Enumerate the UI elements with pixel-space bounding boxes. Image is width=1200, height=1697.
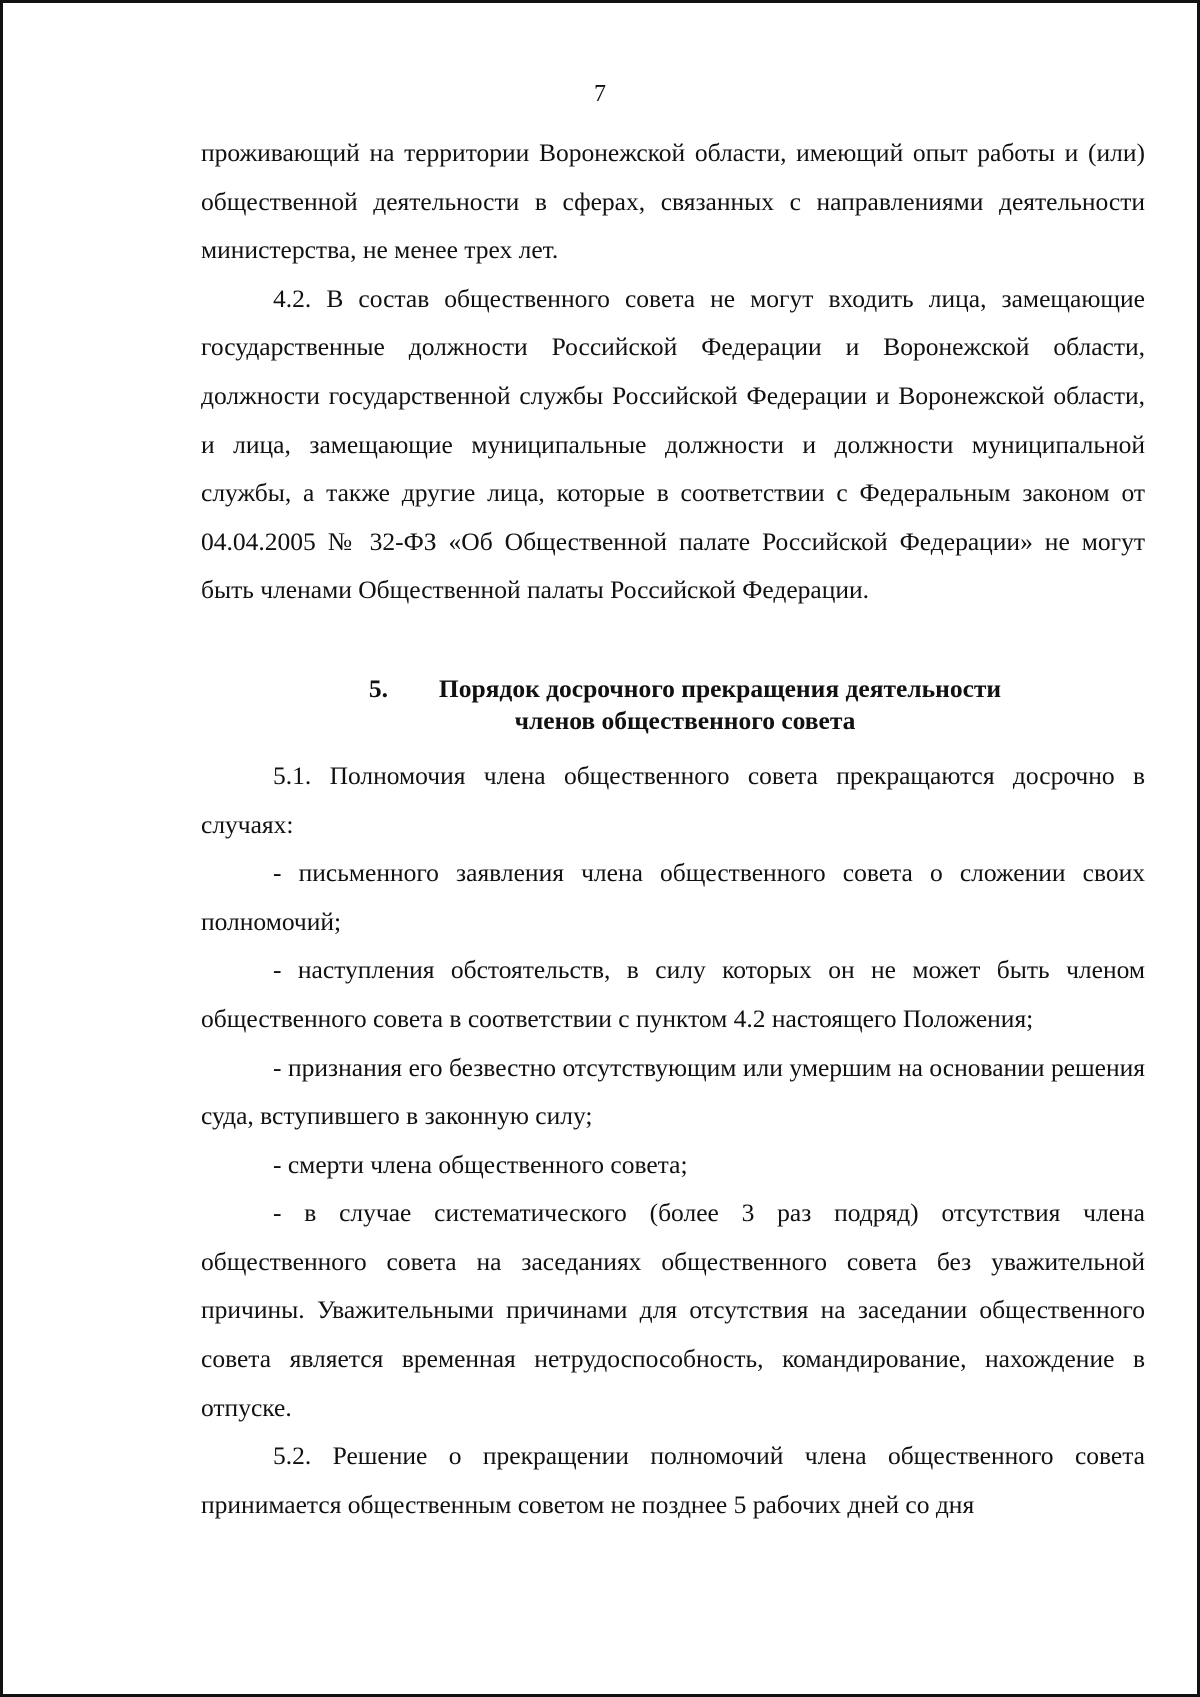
paragraph-continuation: проживающий на территории Воронежской области, имеющий опыт работы и (или) общественной деятельности в сферах, связанных с направлениями деятельности министерства, не менее трех лет.: [201, 138, 1145, 265]
list-item: - наступления обстоятельств, в силу которых он не может быть членом общественного совета в соответствии с пунктом 4.2 настоящего Положения;: [201, 955, 1145, 1033]
paragraph-5-1: 5.1. Полномочия члена общественного совета прекращаются досрочно в случаях:: [201, 760, 1145, 839]
list-item: - в случае систематического (более 3 раз подряд) отсутствия члена общественного совета на заседаниях общественного совета без уважительной причины. Уважительными причинами для отсутствия на заседании общественного совета является временная нетрудоспособность, командирование, нахождение в отпуске.: [201, 1198, 1145, 1422]
section-title-line1: Порядок досрочного прекращения деятельности: [438, 673, 1002, 703]
paragraph-5-2: 5.2. Решение о прекращении полномочий члена общественного совета принимается общественным советом не позднее 5 рабочих дней со дня: [201, 1441, 1145, 1519]
section-number: 5.: [368, 673, 388, 703]
list-item: - признания его безвестно отсутствующим или умершим на основании решения суда, вступившего в законную силу;: [201, 1052, 1145, 1131]
document-body: [201, 129, 1145, 1529]
list-item: - смерти члена общественного совета;: [273, 1149, 688, 1179]
section-title-line2: членов общественного совета: [514, 705, 856, 735]
paragraph-4-2: 4.2. В состав общественного совета не могут входить лица, замещающие государственные должности Российской Федерации и Воронежской области, должности государственной службы Российской Федерации и Воронежской области, и лица, замещающие муниципальные должности и должности муниципальной службы, а также другие лица, которые в соответствии с Федеральным законом от 04.04.2005 № 32-ФЗ «Об Общественной палате Российской Федерации» не могут быть членами Общественной палаты Российской Федерации.: [201, 283, 1145, 605]
page-number: 7: [594, 81, 606, 107]
list-item: - письменного заявления члена общественного совета о сложении своих полномочий;: [201, 858, 1145, 936]
section-5-heading: [201, 673, 1145, 737]
